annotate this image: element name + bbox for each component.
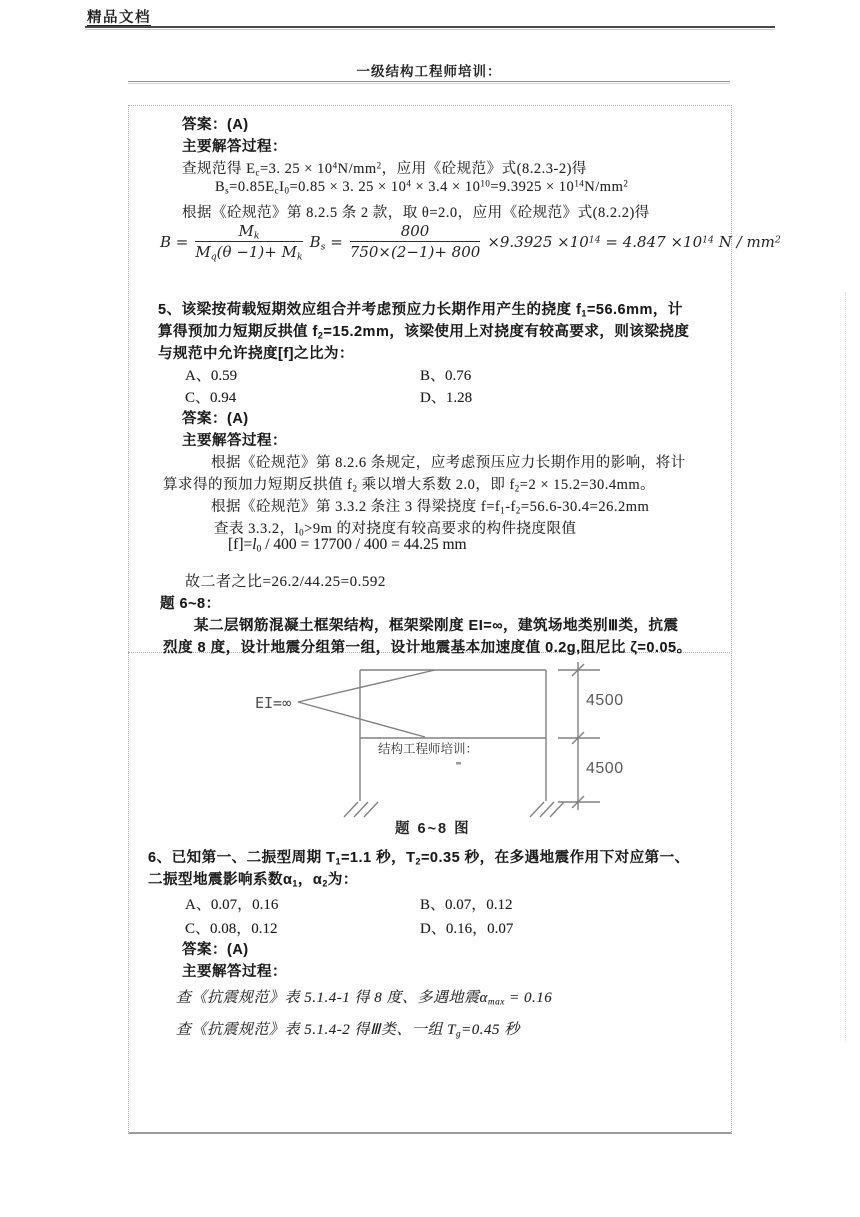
q5-solution-line: 算求得的预加力短期反拱值 $f_2$ 乘以增大系数 2.0，即 $f_2=2 \times 15.2=30.4mm$。 — [163, 477, 656, 494]
q4-answer: 答案：(A) — [182, 117, 249, 133]
scan-artifact — [845, 292, 846, 1042]
q6-option-a: A、0.07，0.16 — [185, 897, 279, 913]
text-line: 根据《砼规范》第 8.2.5 条 2 款，取 θ=2.0，应用《砼规范》式(8.2.2)得 — [182, 205, 650, 221]
formula-fraction — [195, 222, 302, 261]
text-line: $B_s=0.85E_cI_0=0.85 \times 3$. $25 \times 10^4 \times 3.4 \times 10^{10}=9.3925 \times 10^{14}N/mm^2$ — [215, 178, 629, 196]
q5-stem-line: 与规范中允许挠度[f]之比为： — [158, 346, 354, 362]
q6-8-heading: 题 6~8： — [160, 596, 221, 612]
q6-8-intro-line: 某二层钢筋混凝土框架结构，框架梁刚度 EI=∞，建筑场地类别Ⅲ类，抗震 — [194, 618, 679, 634]
stiffness-formula — [160, 222, 781, 261]
q4-process-label: 主要解答过程： — [182, 139, 287, 155]
q6-process-label: 主要解答过程： — [182, 964, 287, 980]
deflection-limit-formula: $[f]=l_0 / 400 = 17700 / 400 = 44.25$ mm — [228, 536, 467, 555]
q5-option-c: C、0.94 — [185, 390, 237, 406]
q6-8-intro-line: 烈度 8 度，设计地震分组第一组，设计地震基本加速度值 0.2g,阻尼比 ζ=0.05。 — [163, 640, 692, 656]
q6-option-d: D、0.16，0.07 — [420, 921, 514, 937]
q5-stem-line: 算得预加力短期反拱值 $f_2=15.2mm$，该梁使用上对挠度有较高要求，则该梁挠度 — [158, 324, 690, 341]
q5-ratio-line: 故二者之比=26.2/44.25=0.592 — [185, 574, 386, 590]
q6-answer: 答案：(A) — [182, 942, 249, 958]
document-title: 一级结构工程师培训： — [356, 64, 502, 79]
figure-watermark: 结构工程师培训： — [378, 742, 479, 756]
dimension-label-lower: 4500 — [586, 760, 624, 777]
fraction-denominator: $M_q(\theta -1)+ M_k$ — [195, 243, 303, 263]
text-line: 查规范得 $E_c=3$. $25 \times 10^4N/mm^2$，应用《砼规范》式(8.2.3-2)得 — [182, 160, 587, 178]
q5-solution-line: 查表 3.3.2，$l_0>9m$ 的对挠度有较高要求的构件挠度限值 — [214, 521, 577, 538]
frame-diagram — [128, 652, 730, 846]
leader-line-lower — [298, 702, 425, 737]
q6-solution-line: 查《抗震规范》表 5.1.4-2 得Ⅲ类、一组 $T_g=0.45$ 秒 — [176, 1022, 520, 1040]
q5-answer: 答案：(A) — [182, 411, 249, 427]
q6-solution-line: 查《抗震规范》表 5.1.4-1 得 8 度、多遇地震$\alpha_{max} = 0.16$ — [176, 990, 553, 1008]
q5-stem-line: 5、该梁按荷载短期效应组合并考虑预应力长期作用产生的挠度 $f_1=56.6mm$，计 — [158, 302, 683, 319]
q5-option-d: D、1.28 — [420, 390, 473, 406]
leader-line-upper — [298, 670, 435, 702]
fraction-numerator: 800 — [350, 222, 481, 242]
ei-infinity-label: EI=∞ — [255, 694, 292, 712]
formula-tail: $\times 9.3925 \times 10^{14} = 4.847 \times 10^{14}$ N / $mm^2$ — [487, 232, 781, 251]
figure-caption: 题 6~8 图 — [395, 821, 471, 837]
scan-speck — [456, 762, 461, 765]
q6-option-b: B、0.07，0.12 — [420, 897, 513, 913]
q5-option-b: B、0.76 — [420, 368, 472, 384]
q5-solution-line: 根据《砼规范》第 8.2.6 条规定，应考虑预压应力长期作用的影响，将计 — [211, 455, 686, 471]
fraction-denominator: 750×(2−1)+ 800 — [349, 243, 481, 261]
q6-option-c: C、0.08，0.12 — [185, 921, 278, 937]
q5-solution-line: 根据《砼规范》第 3.3.2 条注 3 得梁挠度 $f=f_1-f_2=56.6-30.4=26.2mm$ — [211, 499, 650, 516]
formula-lhs: B = — [160, 232, 189, 251]
formula-fraction — [350, 222, 481, 261]
page-watermark: 精品文档 — [87, 10, 151, 26]
q6-stem-line: 二振型地震影响系数$\alpha_1$，$\alpha_2$为： — [148, 872, 358, 889]
q5-option-a: A、0.59 — [185, 368, 238, 384]
formula-mid: $B_s$ = — [309, 232, 343, 253]
dimension-label-upper: 4500 — [586, 692, 624, 709]
title-rule — [128, 81, 730, 83]
q5-process-label: 主要解答过程： — [182, 433, 287, 449]
header-rule — [85, 26, 775, 29]
fraction-numerator: $M_k$ — [195, 222, 302, 242]
q6-stem-line: 6、已知第一、二振型周期 $T_1=1.1$ 秒，$T_2=0.35$ 秒，在多遇地震作用下对应第一、 — [148, 850, 690, 867]
